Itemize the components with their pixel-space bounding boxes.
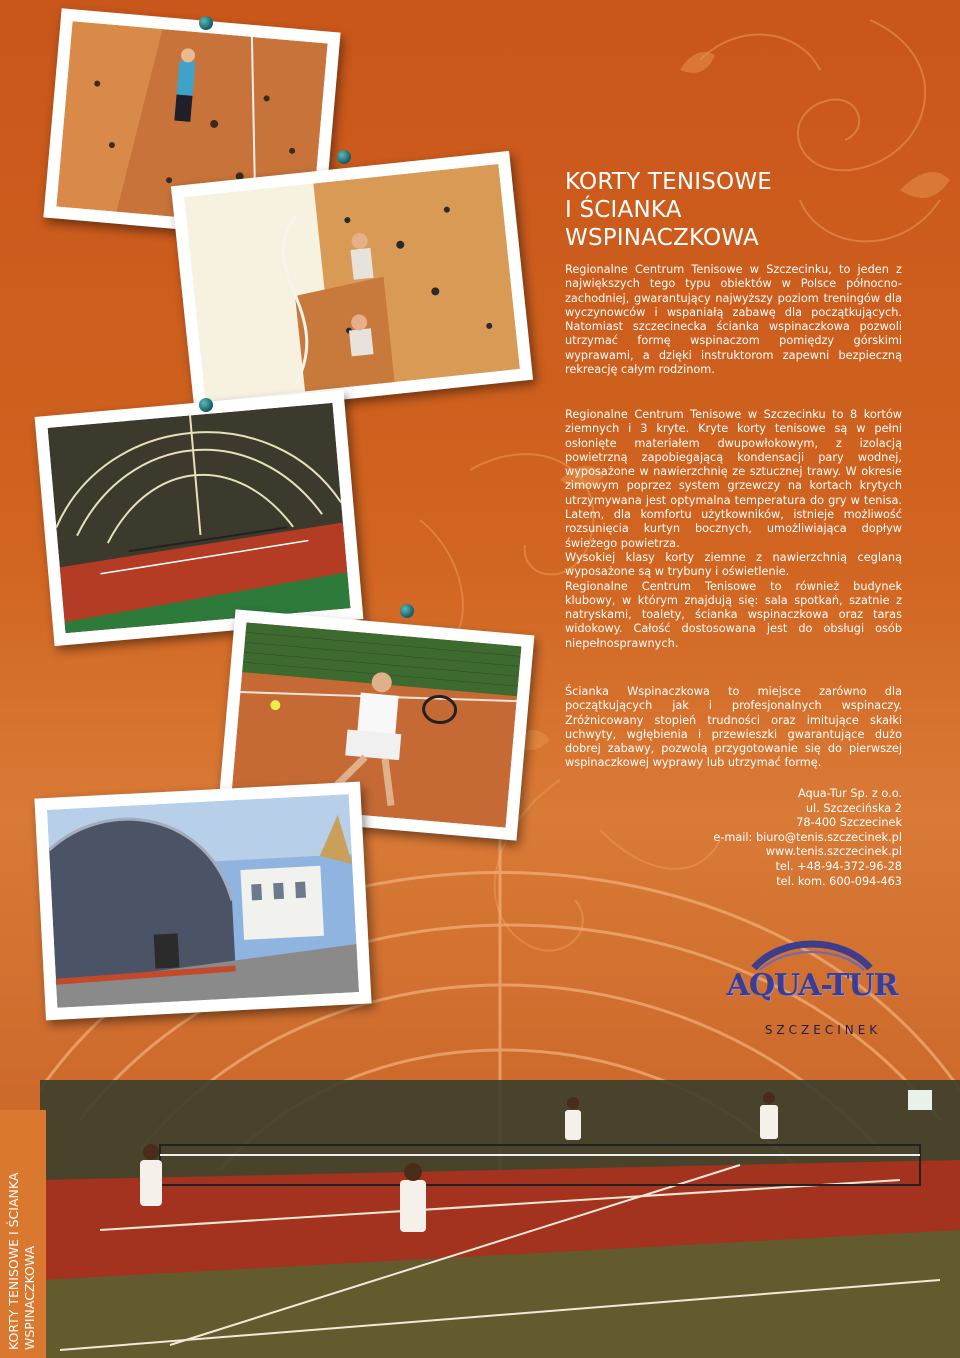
- contact-website[interactable]: www.tenis.szczecinek.pl: [765, 845, 902, 859]
- photo-indoor-court: [35, 390, 364, 646]
- intro-paragraph-block: [565, 263, 902, 377]
- building-image: [47, 794, 359, 1008]
- courts-paragraph-block: [565, 408, 902, 651]
- aqua-tur-logo: [712, 940, 912, 1040]
- contact-city: 78-400 Szczecinek: [796, 816, 902, 830]
- sidebar-label-strip: [0, 1110, 46, 1358]
- pin-icon: [199, 16, 213, 30]
- courts-paragraph-3: Regionalne Centrum Tenisowe to również budynek klubowy, w którym znajdują się: sala spotkań, szatnie z natryskami, toalety, ścianka wspinaczkowa oraz taras widokowy. Całość dostosowana jest do obsługi osób niepełnosprawnych.: [565, 579, 902, 650]
- contact-company: Aqua-Tur Sp. z o.o.: [797, 787, 902, 800]
- climbing-paragraph-block: [565, 685, 902, 771]
- courts-paragraph-2: Wysokiej klasy korty ziemne z nawierzchnią ceglaną wyposażone są w trybuny i oświetlenie.: [565, 550, 902, 579]
- contact-block: [640, 787, 902, 889]
- title-line-3: WSPINACZKOWA: [565, 225, 759, 251]
- pin-icon: [337, 150, 351, 164]
- contact-street: ul. Szczecińska 2: [805, 801, 902, 815]
- intro-paragraph: Regionalne Centrum Tenisowe w Szczecinku, to jeden z największych tego typu obiektów w Polsce północno-zachodniej, gwarantujący najwyższy poziom treningów dla wyczynowców i wspaniałą zabawę dla początkujących. Natomiast szczecinecka ścianka wspinaczkowa pozwoli utrzymać formę wspinaczom pomiędzy górskimi wyprawami, a dzięki instruktorom zapewni bezpieczną rekreację całym rodzinom.: [565, 263, 902, 377]
- page-title: [565, 168, 772, 252]
- courts-paragraph-1: Regionalne Centrum Tenisowe w Szczecinku to 8 kortów ziemnych i 3 kryte. Kryte korty tenisowe są w pełni osłonięte materiałem dwupowłokowym, z izolacją powietrzną zapobiegającą kondensacji pary wodnej, wyposażone w nawierzchnię ze sztucznej trawy. W okresie zimowym poprzez system grzewczy na kortach krytych utrzymywana jest optymalna temperatura do gry w tenisa. Latem, dla komfortu użytkowników, istnieje możliwość rozsunięcia kurtyn bocznych, umożliwiająca dopływ świeżego powietrza.: [565, 408, 902, 550]
- indoor-court-image: [48, 403, 351, 633]
- title-line-1: KORTY TENISOWE: [565, 169, 772, 195]
- logo-name: AQUA-TUR: [726, 968, 898, 1003]
- logo-subtitle: SZCZECINEK: [764, 1023, 882, 1037]
- climbing-paragraph: Ścianka Wspinaczkowa to miejsce zarówno dla początkujących jak i profesjonalnych wspinaczy. Zróżnicowany stopień trudności oraz imitujące skałki uchwyty, wgłębienia i przewieszki gwarantujące dużo dobrej zabawy, pozwolą przygotowanie się do pierwszej wspinaczkowej wyprawy lub utrzymać formę.: [565, 685, 902, 770]
- pin-icon: [400, 604, 414, 618]
- contact-email[interactable]: e-mail: biuro@tenis.szczecinek.pl: [713, 830, 902, 844]
- pin-icon: [199, 398, 213, 412]
- climbing-wall-image: [184, 164, 520, 402]
- sidebar-line-2: WSPINACZKOWA: [22, 1245, 37, 1350]
- sidebar-line-1: KORTY TENISOWE I ŚCIANKA: [6, 1172, 21, 1350]
- contact-mobile: tel. kom. 600-094-463: [776, 874, 902, 888]
- sidebar-label: [0, 1110, 46, 1358]
- photo-building: [34, 782, 371, 1021]
- contact-phone: tel. +48-94-372-96-28: [775, 859, 902, 873]
- photo-climbing-wall-2: [171, 151, 533, 415]
- title-line-2: I ŚCIANKA: [565, 197, 682, 223]
